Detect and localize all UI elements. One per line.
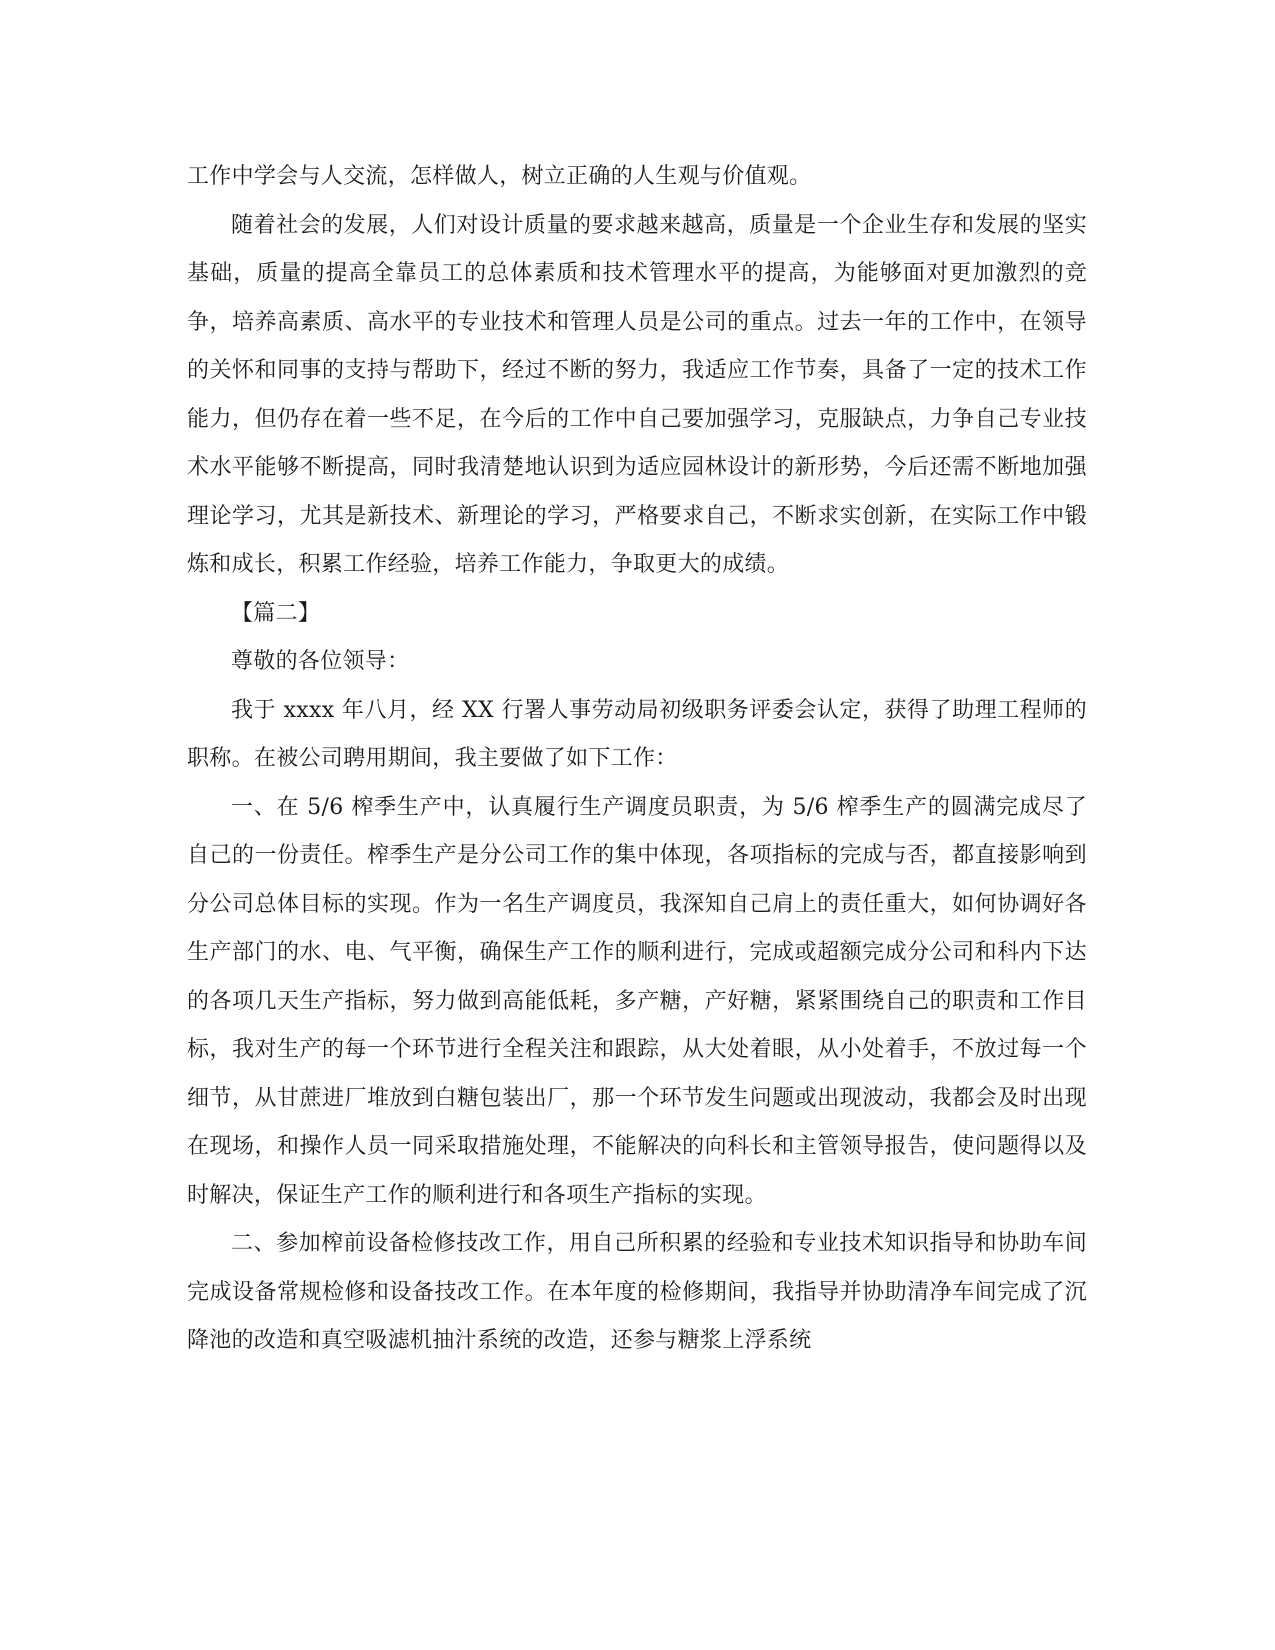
paragraph-item-two: 二、参加榨前设备检修技改工作，用自己所积累的经验和专业技术知识指导和协助车间完成设备常规检修和设备技改工作。在本年度的检修期间，我指导并协助清净车间完成了沉降池的改造和真空吸滤机抽汁系统的改造，还参与糖浆上浮系统 — [187, 1231, 1087, 1353]
paragraph-quality: 随着社会的发展，人们对设计质量的要求越来越高，质量是一个企业生存和发展的坚实基础，质量的提高全靠员工的总体素质和技术管理水平的提高，为能够面对更加激烈的竞争，培养高素质、高水平的专业技术和管理人员是公司的重点。过去一年的工作中，在领导的关怀和同事的支持与帮助下，经过不断的努力，我适应工作节奏，具备了一定的技术工作能力，但仍存在着一些不足，在今后的工作中自己要加强学习，克服缺点，力争自己专业技术水平能够不断提高，同时我清楚地认识到为适应园林设计的新形势，今后还需不断地加强理论学习，尤其是新技术、新理论的学习，严格要求自己，不断求实创新，在实际工作中锻炼和成长，积累工作经验，培养工作能力，争取更大的成绩。 — [187, 212, 1087, 577]
document-body — [187, 153, 1087, 1366]
paragraph-continuation: 工作中学会与人交流，怎样做人，树立正确的人生观与价值观。 — [187, 164, 812, 189]
paragraph-item-one: 一、在 5/6 榨季生产中，认真履行生产调度员职责，为 5/6 榨季生产的圆满完成尽了自己的一份责任。榨季生产是分公司工作的集中体现，各项指标的完成与否，都直接影响到分公司总体目标的实现。作为一名生产调度员，我深知自己肩上的责任重大，如何协调好各生产部门的水、电、气平衡，确保生产工作的顺利进行，完成或超额完成分公司和科内下达的各项几天生产指标，努力做到高能低耗，多产糖，产好糖，紧紧围绕自己的职责和工作目标，我对生产的每一个环节进行全程关注和跟踪，从大处着眼，从小处着手，不放过每一个细节，从甘蔗进厂堆放到白糖包装出厂，那一个环节发生问题或出现波动，我都会及时出现在现场，和操作人员一同采取措施处理，不能解决的向科长和主管领导报告，使问题得以及时解决，保证生产工作的顺利进行和各项生产指标的实现。 — [187, 794, 1087, 1208]
salutation: 尊敬的各位领导： — [231, 649, 410, 674]
section-heading: 【篇二】 — [231, 600, 321, 626]
paragraph-title-intro: 我于 xxxx 年八月，经 XX 行署人事劳动局初级职务评委会认定，获得了助理工程师的职称。在被公司聘用期间，我主要做了如下工作： — [187, 697, 1087, 771]
